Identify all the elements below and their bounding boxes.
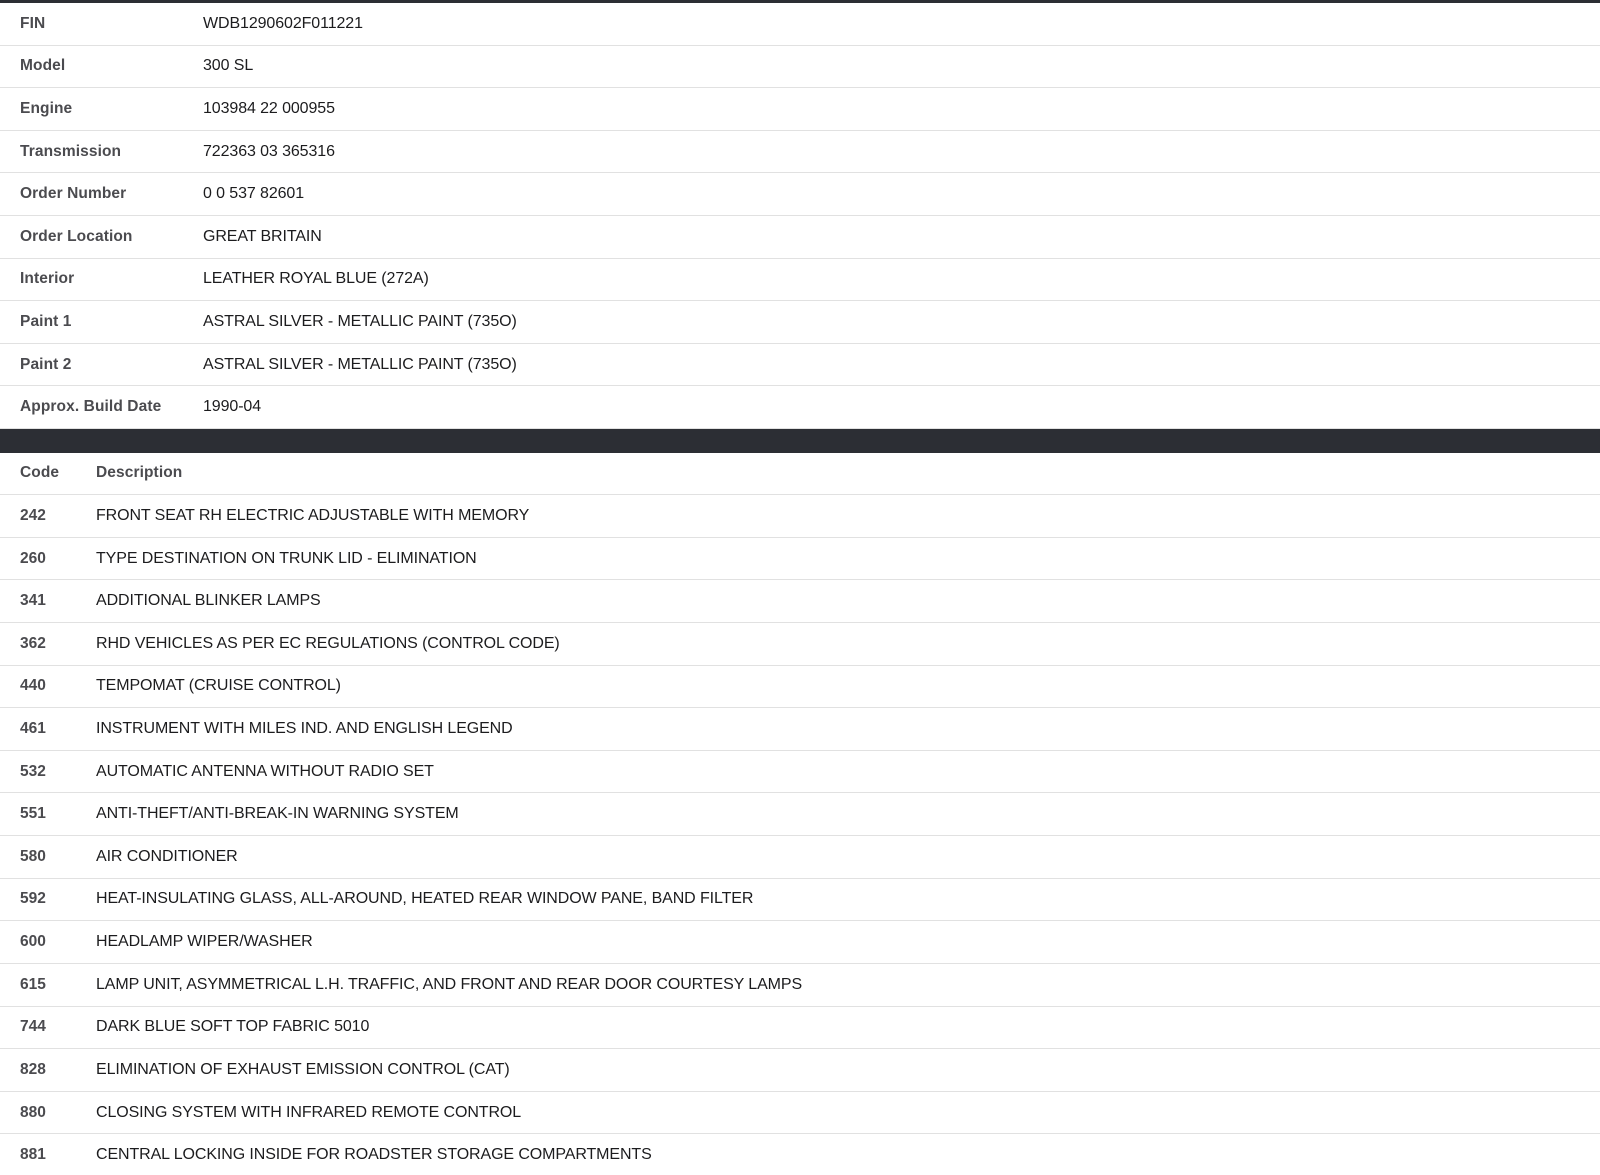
option-description: TYPE DESTINATION ON TRUNK LID - ELIMINATION [96, 549, 477, 567]
option-description: AIR CONDITIONER [96, 847, 238, 865]
spec-value: LEATHER ROYAL BLUE (272A) [203, 270, 429, 288]
option-code-row [0, 538, 1600, 581]
option-description: INSTRUMENT WITH MILES IND. AND ENGLISH LEGEND [96, 720, 513, 738]
spec-label: Model [20, 57, 66, 75]
spec-value: 0 0 537 82601 [203, 185, 305, 203]
vehicle-spec-table [0, 3, 1600, 429]
spec-label: Paint 2 [20, 355, 72, 373]
option-description: LAMP UNIT, ASYMMETRICAL L.H. TRAFFIC, AND FRONT AND REAR DOOR COURTESY LAMPS [96, 975, 803, 993]
spec-row [0, 386, 1600, 429]
option-code-row [0, 1049, 1600, 1092]
spec-label: FIN [20, 14, 46, 32]
spec-value: 103984 22 000955 [203, 100, 335, 118]
option-code-row [0, 879, 1600, 922]
option-description: CLOSING SYSTEM WITH INFRARED REMOTE CONTROL [96, 1103, 522, 1121]
spec-row [0, 46, 1600, 89]
option-description: ADDITIONAL BLINKER LAMPS [96, 592, 321, 610]
option-description: TEMPOMAT (CRUISE CONTROL) [96, 677, 341, 695]
option-code: 592 [20, 890, 46, 908]
spec-value: 1990-04 [203, 398, 262, 416]
spec-row [0, 259, 1600, 302]
option-code-row [0, 708, 1600, 751]
option-code: 881 [20, 1146, 46, 1164]
spec-label: Interior [20, 270, 75, 288]
spec-label: Approx. Build Date [20, 398, 162, 416]
spec-value: WDB1290602F011221 [203, 14, 363, 32]
spec-label: Paint 1 [20, 313, 72, 331]
equipment-codes-table [0, 453, 1600, 1175]
spec-row [0, 88, 1600, 131]
spec-label: Order Location [20, 227, 133, 245]
option-description: CENTRAL LOCKING INSIDE FOR ROADSTER STORAGE COMPARTMENTS [96, 1146, 652, 1164]
option-code: 341 [20, 592, 46, 610]
description-column-header: Description [96, 464, 183, 482]
option-code-row [0, 1092, 1600, 1135]
spec-label: Order Number [20, 185, 127, 203]
option-code: 880 [20, 1103, 46, 1121]
option-code: 532 [20, 762, 46, 780]
option-code: 461 [20, 720, 46, 738]
option-code-row [0, 836, 1600, 879]
spec-row [0, 131, 1600, 174]
spec-label: Engine [20, 100, 73, 118]
code-column-header: Code [20, 464, 60, 482]
spec-row [0, 173, 1600, 216]
option-code-row [0, 495, 1600, 538]
option-code: 362 [20, 634, 46, 652]
option-code-row [0, 964, 1600, 1007]
option-code: 242 [20, 507, 46, 524]
option-code-row [0, 1134, 1600, 1175]
option-code: 828 [20, 1060, 46, 1078]
option-code: 440 [20, 677, 46, 695]
codes-table-header-row [0, 453, 1600, 496]
option-description: HEAT-INSULATING GLASS, ALL-AROUND, HEATED REAR WINDOW PANE, BAND FILTER [96, 890, 754, 908]
option-code-row [0, 666, 1600, 709]
option-code-row [0, 793, 1600, 836]
option-description: ELIMINATION OF EXHAUST EMISSION CONTROL (CAT) [96, 1060, 510, 1078]
option-code-row [0, 751, 1600, 794]
spec-value: ASTRAL SILVER - METALLIC PAINT (735O) [203, 355, 517, 373]
spec-value: 722363 03 365316 [203, 142, 335, 160]
spec-value: ASTRAL SILVER - METALLIC PAINT (735O) [203, 313, 517, 331]
option-description: AUTOMATIC ANTENNA WITHOUT RADIO SET [96, 762, 434, 780]
option-code: 551 [20, 805, 46, 823]
spec-label: Transmission [20, 142, 122, 160]
option-code: 744 [20, 1018, 46, 1036]
section-divider-bar [0, 429, 1600, 453]
spec-row [0, 301, 1600, 344]
spec-row [0, 216, 1600, 259]
option-code-row [0, 1007, 1600, 1050]
option-code: 615 [20, 975, 46, 993]
spec-row [0, 344, 1600, 387]
option-code: 600 [20, 933, 46, 951]
option-code-row [0, 921, 1600, 964]
option-description: DARK BLUE SOFT TOP FABRIC 5010 [96, 1018, 370, 1036]
spec-value: GREAT BRITAIN [203, 227, 322, 245]
option-description: FRONT SEAT RH ELECTRIC ADJUSTABLE WITH MEMORY [96, 507, 530, 524]
option-code: 580 [20, 847, 46, 865]
option-description: ANTI-THEFT/ANTI-BREAK-IN WARNING SYSTEM [96, 805, 459, 823]
spec-value: 300 SL [203, 57, 254, 75]
option-description: HEADLAMP WIPER/WASHER [96, 933, 313, 951]
option-description: RHD VEHICLES AS PER EC REGULATIONS (CONTROL CODE) [96, 634, 560, 652]
option-code-row [0, 580, 1600, 623]
option-code: 260 [20, 549, 46, 567]
option-code-row [0, 623, 1600, 666]
spec-row [0, 3, 1600, 46]
